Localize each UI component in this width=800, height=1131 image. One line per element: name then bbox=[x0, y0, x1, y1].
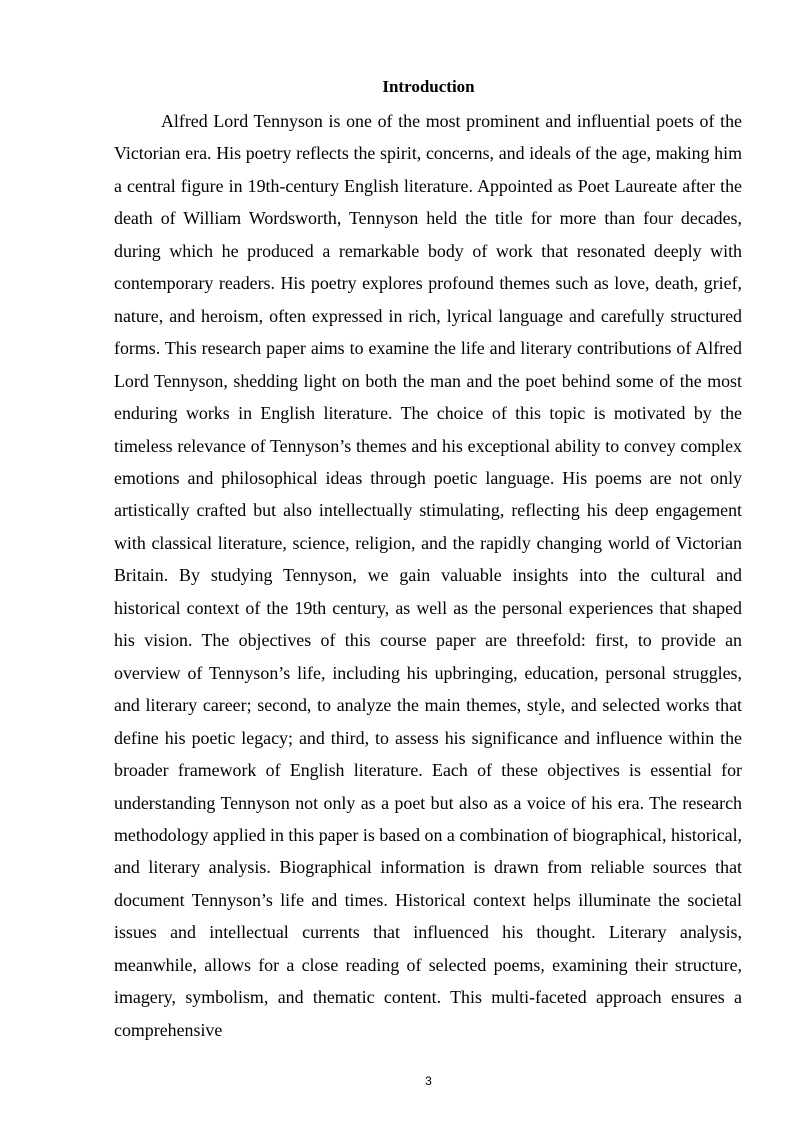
section-heading: Introduction bbox=[382, 77, 475, 96]
page-number: 3 bbox=[425, 1074, 432, 1088]
body-paragraph: Alfred Lord Tennyson is one of the most prominent and influential poets of the Victorian era. His poetry reflects the spirit, concerns, and ideals of the age, making him a central figure in 19th-century English literature. Appointed as Poet Laureate after the death of William Wordsworth, Tennyson held the title for more than four decades, during which he produced a remarkable body of work that resonated deeply with contemporary readers. His poetry explores profound themes such as love, death, grief, nature, and heroism, often expressed in rich, lyrical language and carefully structured forms. This research paper aims to examine the life and literary contributions of Alfred Lord Tennyson, shedding light on both the man and the poet behind some of the most enduring works in English literature. The choice of this topic is motivated by the timeless relevance of Tennyson’s themes and his exceptional ability to convey complex emotions and philosophical ideas through poetic language. His poems are not only artistically crafted but also intellectually stimulating, reflecting his deep engagement with classical literature, science, religion, and the rapidly changing world of Victorian Britain. By studying Tennyson, we gain valuable insights into the cultural and historical context of the 19th century, as well as the personal experiences that shaped his vision. The objectives of this course paper are threefold: first, to provide an overview of Tennyson’s life, including his upbringing, education, personal struggles, and literary career; second, to analyze the main themes, style, and selected works that define his poetic legacy; and third, to assess his significance and influence within the broader framework of English literature. Each of these objectives is essential for understanding Tennyson not only as a poet but also as a voice of his era. The research methodology applied in this paper is based on a combination of biographical, historical, and literary analysis. Biographical information is drawn from reliable sources that document Tennyson’s life and times. Historical context helps illuminate the societal issues and intellectual currents that influenced his thought. Literary analysis, meanwhile, allows for a close reading of selected poems, examining their structure, imagery, symbolism, and thematic content. This multi-faceted approach ensures a comprehensive bbox=[114, 111, 743, 1040]
